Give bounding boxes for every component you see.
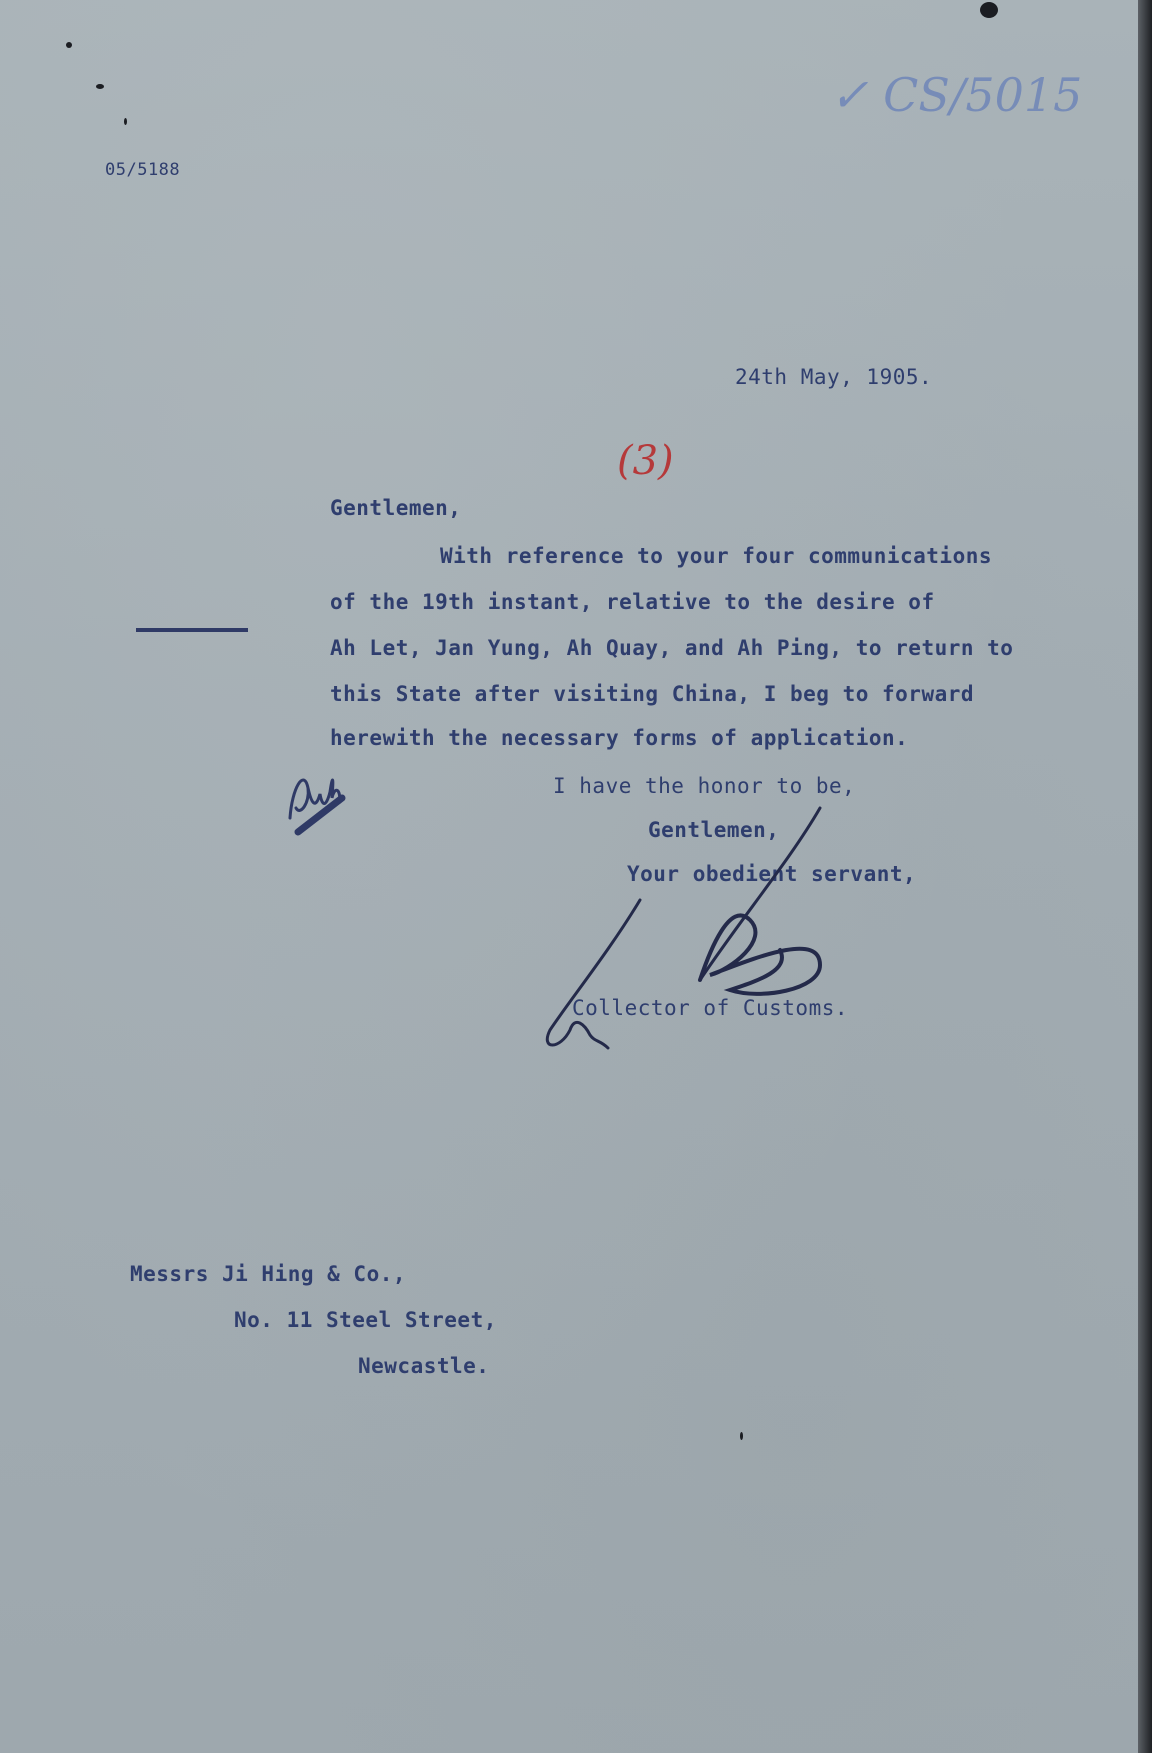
reference-number: 05/5188 [105, 160, 181, 180]
folio-number: CS/5015 [883, 68, 1083, 122]
paper-speck [124, 118, 127, 125]
margin-initials [282, 758, 362, 843]
paper-speck [740, 1432, 743, 1440]
signature-title: Collector of Customs. [572, 996, 849, 1020]
body-line-2: of the 19th instant, relative to the desire of [330, 590, 935, 614]
page-edge [1138, 0, 1152, 1753]
folio-annotation [830, 68, 1082, 122]
closing-line-1: I have the honor to be, [553, 774, 856, 798]
initials-scribble-icon [282, 758, 362, 838]
paper-speck [980, 2, 998, 18]
closing-line-2: Gentlemen, [648, 818, 780, 842]
salutation: Gentlemen, [330, 496, 462, 520]
paper-speck [96, 84, 104, 89]
margin-rule [136, 628, 248, 632]
body-line-3: Ah Let, Jan Yung, Ah Quay, and Ah Ping, to return to [330, 636, 1014, 660]
paper-speck [66, 42, 72, 48]
folio-check-mark: ✓ [830, 68, 869, 122]
body-line-4: this State after visiting China, I beg to forward [330, 682, 975, 706]
signature-scribble-icon [510, 800, 850, 1060]
recipient-line-2: No. 11 Steel Street, [234, 1308, 497, 1332]
recipient-line-3: Newcastle. [358, 1354, 490, 1378]
signature [510, 800, 850, 1065]
letter-date: 24th May, 1905. [735, 365, 933, 389]
body-line-5: herewith the necessary forms of application. [330, 726, 909, 750]
recipient-line-1: Messrs Ji Hing & Co., [130, 1262, 407, 1286]
closing-line-3: Your obedient servant, [627, 862, 917, 886]
enclosure-number: (3) [617, 438, 674, 484]
body-line-1: With reference to your four communications [440, 544, 993, 568]
